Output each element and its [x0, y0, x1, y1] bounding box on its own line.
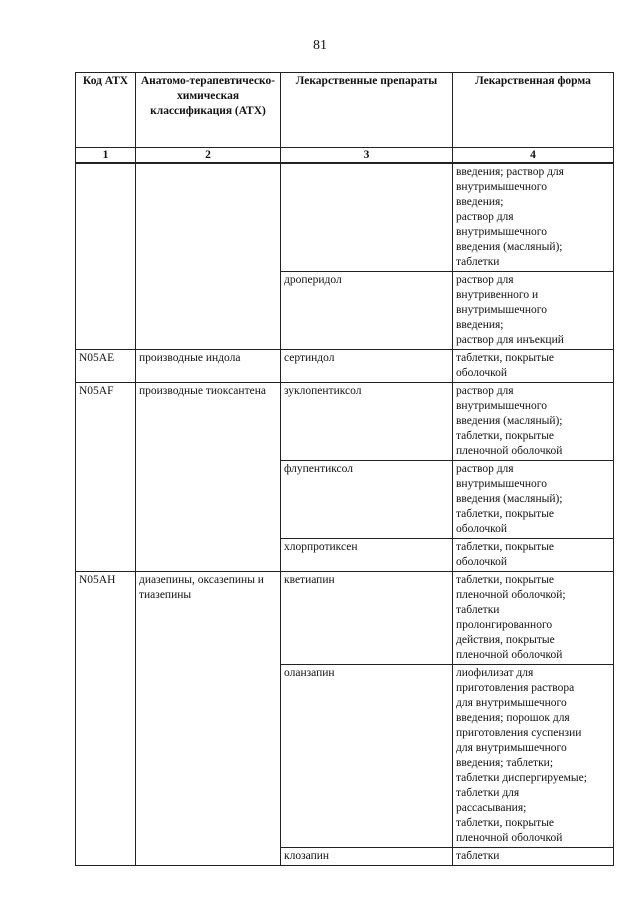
dosage-form-line: таблетки [456, 850, 500, 862]
dosage-form-line: пленочной оболочкой; [456, 589, 566, 601]
column-number-row [76, 148, 614, 164]
drug-cell [281, 163, 453, 272]
drug-cell: флупентиксол [281, 461, 453, 539]
drug-classification-table [75, 72, 614, 866]
table-row [76, 163, 614, 272]
dosage-form-cell [453, 350, 614, 383]
dosage-form-line: внутримышечного [456, 478, 547, 490]
dosage-form-line: внутримышечного [456, 400, 547, 412]
dosage-form-line: раствор для инъекций [456, 334, 564, 346]
dosage-form-line: приготовления суспензии [456, 727, 582, 739]
drug-cell: хлорпротиксен [281, 539, 453, 572]
dosage-form-line: таблетки, покрытые [456, 817, 555, 829]
dosage-form-line: таблетки, покрытые [456, 352, 555, 364]
dosage-form-line: раствор для [456, 274, 514, 286]
page-number: 81 [313, 38, 327, 53]
dosage-form-line: таблетки для [456, 787, 520, 799]
dosage-form-line: лиофилизат для [456, 667, 534, 679]
dosage-form-line: внутримышечного [456, 304, 547, 316]
dosage-form-line: таблетки [456, 256, 500, 268]
dosage-form-line: раствор для [456, 463, 514, 475]
column-number: 4 [453, 148, 614, 164]
dosage-form-line: действия, покрытые [456, 634, 555, 646]
drug-cell: зуклопентиксол [281, 383, 453, 461]
header-atc-code: Код АТХ [76, 73, 136, 148]
dosage-form-line: оболочкой [456, 367, 508, 379]
dosage-form-line: таблетки диспергируемые; [456, 772, 587, 784]
dosage-form-line: введения (масляный); [456, 493, 563, 505]
header-drugs: Лекарственные препараты [281, 73, 453, 148]
dosage-form-line: таблетки, покрытые [456, 430, 555, 442]
dosage-form-cell [453, 163, 614, 272]
dosage-form-line: пленочной оболочкой [456, 445, 563, 457]
dosage-form-line: внутримышечного [456, 181, 547, 193]
dosage-form-line: таблетки [456, 604, 500, 616]
header-atc-classification: Анатомо-терапевтическо-химическая классификация (АТХ) [136, 73, 281, 148]
dosage-form-line: пленочной оболочкой [456, 832, 563, 844]
dosage-form-line: введения (масляный); [456, 415, 563, 427]
dosage-form-cell [453, 665, 614, 848]
dosage-form-line: введения; таблетки; [456, 757, 554, 769]
atc-class-cell [136, 163, 281, 350]
drug-cell: дроперидол [281, 272, 453, 350]
atc-class-cell: диазепины, оксазепины и тиазепины [136, 572, 281, 866]
column-number: 2 [136, 148, 281, 164]
dosage-form-line: внутривенного и [456, 289, 539, 301]
dosage-form-line: введения; порошок для [456, 712, 570, 724]
dosage-form-line: раствор для [456, 211, 514, 223]
dosage-form-line: пленочной оболочкой [456, 649, 563, 661]
dosage-form-cell [453, 539, 614, 572]
dosage-form-line: введения (масляный); [456, 241, 563, 253]
table-row [76, 350, 614, 383]
atc-code-cell: N05AH [76, 572, 136, 866]
dosage-form-line: оболочкой [456, 523, 508, 535]
header-dosage-form: Лекарственная форма [453, 73, 614, 148]
dosage-form-cell [453, 383, 614, 461]
dosage-form-line: оболочкой [456, 556, 508, 568]
dosage-form-line: раствор для [456, 385, 514, 397]
dosage-form-line: для внутримышечного [456, 742, 567, 754]
atc-code-cell [76, 163, 136, 350]
dosage-form-line: приготовления раствора [456, 682, 575, 694]
table-row [76, 383, 614, 461]
dosage-form-line: для внутримышечного [456, 697, 567, 709]
dosage-form-line: внутримышечного [456, 226, 547, 238]
dosage-form-cell [453, 572, 614, 665]
column-number: 3 [281, 148, 453, 164]
column-number: 1 [76, 148, 136, 164]
dosage-form-cell [453, 272, 614, 350]
dosage-form-cell [453, 461, 614, 539]
dosage-form-line: введения; [456, 196, 504, 208]
dosage-form-line: таблетки, покрытые [456, 541, 555, 553]
dosage-form-line: пролонгированного [456, 619, 553, 631]
drug-cell: клозапин [281, 848, 453, 866]
dosage-form-line: введения; раствор для [456, 166, 564, 178]
drug-cell: оланзапин [281, 665, 453, 848]
atc-code-cell: N05AF [76, 383, 136, 572]
dosage-form-line: таблетки, покрытые [456, 508, 555, 520]
atc-class-cell: производные индола [136, 350, 281, 383]
dosage-form-line: таблетки, покрытые [456, 574, 555, 586]
dosage-form-cell [453, 848, 614, 866]
drug-cell: кветиапин [281, 572, 453, 665]
drug-cell: сертиндол [281, 350, 453, 383]
dosage-form-line: введения; [456, 319, 504, 331]
atc-code-cell: N05AE [76, 350, 136, 383]
atc-class-cell: производные тиоксантена [136, 383, 281, 572]
dosage-form-line: рассасывания; [456, 802, 527, 814]
table-row [76, 572, 614, 665]
table-header-row [76, 73, 614, 148]
